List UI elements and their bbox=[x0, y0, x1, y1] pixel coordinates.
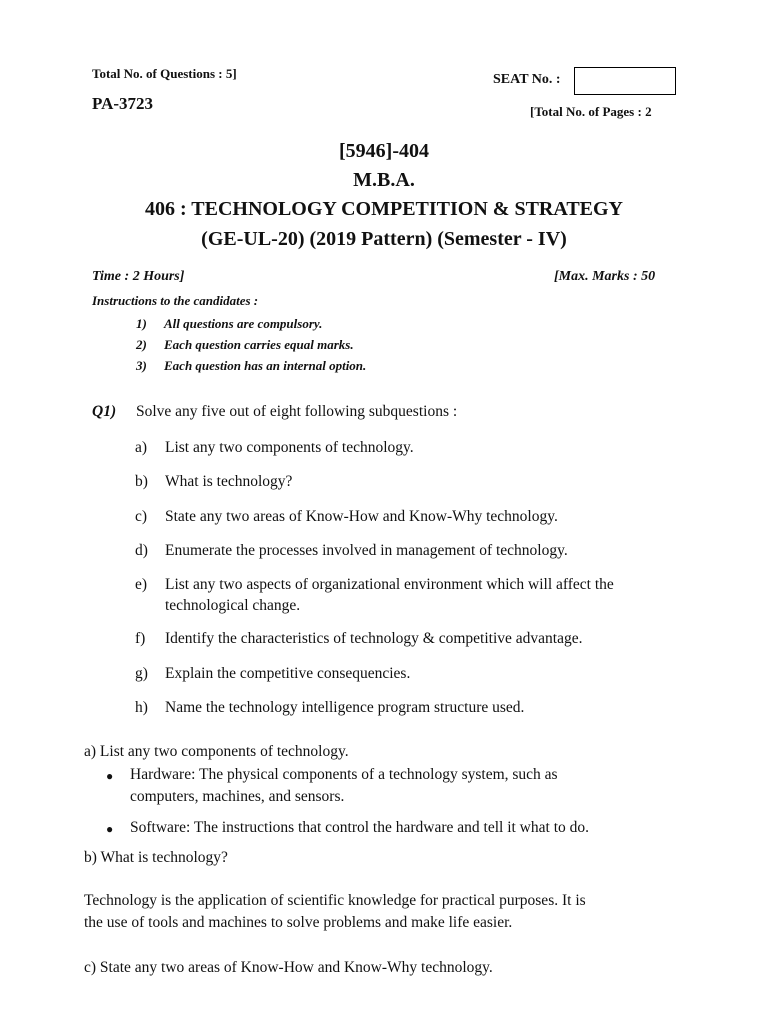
bullet-icon: ● bbox=[106, 769, 114, 783]
exam-code: [5946]-404 bbox=[339, 140, 429, 162]
bullet-icon: ● bbox=[106, 822, 114, 836]
subquestion-c: c) State any two areas of Know-How and Know-Why technology. bbox=[135, 508, 558, 525]
max-marks: [Max. Marks : 50 bbox=[554, 269, 656, 284]
instructions-list bbox=[136, 316, 636, 379]
answer-b-heading: b) What is technology? bbox=[84, 849, 228, 866]
subquestion-d: d) Enumerate the processes involved in management of technology. bbox=[135, 542, 568, 559]
instruction-item: 2) Each question carries equal marks. bbox=[136, 337, 354, 352]
subquestion-b: b) What is technology? bbox=[135, 473, 293, 490]
instruction-item: 3) Each question has an internal option. bbox=[136, 358, 367, 373]
answer-b-line-2: the use of tools and machines to solve problems and make life easier. bbox=[84, 914, 513, 931]
degree: M.B.A. bbox=[353, 169, 415, 191]
answer-bullet: ● Software: The instructions that control the hardware and tell it what to do. bbox=[106, 817, 686, 839]
total-questions: Total No. of Questions : 5] bbox=[92, 66, 237, 81]
subquestion-e: e) List any two aspects of organizational environment which will affect the technological change. bbox=[135, 576, 614, 614]
answer-bullet: ● Hardware: The physical components of a technology system, such as computers, machines, and sensors. bbox=[106, 766, 558, 805]
subquestion-f: f) Identify the characteristics of technology & competitive advantage. bbox=[135, 630, 583, 647]
subject-title: 406 : TECHNOLOGY COMPETITION & STRATEGY bbox=[144, 198, 624, 220]
time-allowed: Time : 2 Hours] bbox=[92, 269, 185, 284]
paper-code: PA-3723 bbox=[92, 94, 154, 113]
subquestion-g: g) Explain the competitive consequencies. bbox=[135, 665, 411, 682]
answer-c-heading: c) State any two areas of Know-How and Know-Why technology. bbox=[84, 959, 493, 976]
instruction-item: 1) All questions are compulsory. bbox=[136, 316, 323, 331]
instructions-heading: Instructions to the candidates : bbox=[92, 293, 259, 308]
seat-number-box[interactable] bbox=[574, 67, 676, 95]
answer-a-heading: a) List any two components of technology. bbox=[84, 743, 349, 760]
pattern-line: (GE-UL-20) (2019 Pattern) (Semester - IV) bbox=[201, 228, 567, 250]
subquestion-a: a) List any two components of technology. bbox=[135, 439, 414, 456]
subquestion-h: h) Name the technology intelligence program structure used. bbox=[135, 699, 525, 716]
total-pages: [Total No. of Pages : 2 bbox=[530, 104, 652, 119]
answer-b-line-1: Technology is the application of scientific knowledge for practical purposes. It is bbox=[84, 892, 586, 909]
question-prompt: Solve any five out of eight following subquestions : bbox=[136, 403, 458, 420]
question-label: Q1) bbox=[92, 403, 117, 420]
seat-label: SEAT No. : bbox=[493, 72, 561, 87]
